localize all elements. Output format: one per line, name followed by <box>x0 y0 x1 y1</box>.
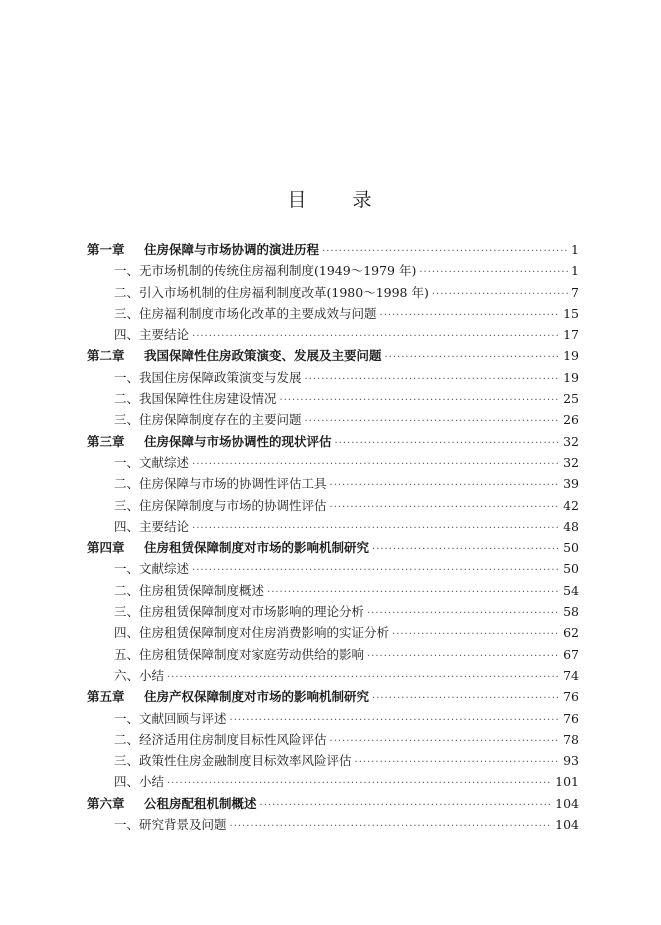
dot-leader <box>385 347 561 368</box>
dot-leader <box>192 560 560 581</box>
toc-section-entry[interactable] <box>87 260 579 281</box>
toc-section-entry[interactable] <box>87 601 579 622</box>
toc-section-entry[interactable] <box>87 558 579 579</box>
page-number: 78 <box>563 731 579 747</box>
page-number: 32 <box>563 454 579 470</box>
page-number: 62 <box>563 625 579 641</box>
dot-leader <box>355 752 561 773</box>
dot-leader <box>322 241 568 262</box>
toc-section-entry[interactable] <box>87 708 579 729</box>
toc-section-entry[interactable] <box>87 622 579 643</box>
toc-section-entry[interactable] <box>87 814 579 835</box>
chapter-number: 第六章 <box>87 795 125 811</box>
section-title: 四、住房租赁保障制度对住房消费影响的实证分析 <box>114 625 390 641</box>
toc-section-entry[interactable] <box>87 473 579 494</box>
section-title: 一、文献综述 <box>114 454 190 470</box>
section-title: 二、我国保障性住房建设情况 <box>114 391 277 407</box>
toc-section-entry[interactable] <box>87 750 579 771</box>
toc-section-entry[interactable] <box>87 388 579 409</box>
page-number: 50 <box>563 540 579 556</box>
section-title: 一、无市场机制的传统住房福利制度(1949～1979 年) <box>114 263 417 279</box>
toc-chapter-entry[interactable] <box>87 793 579 814</box>
page-number: 25 <box>563 391 579 407</box>
dot-leader <box>267 582 560 603</box>
section-title: 三、住房租赁保障制度对市场影响的理论分析 <box>114 604 365 620</box>
toc-list <box>87 239 579 835</box>
page-number: 32 <box>563 433 579 449</box>
chapter-number: 第二章 <box>87 348 125 364</box>
section-title: 一、研究背景及问题 <box>114 817 227 833</box>
dot-leader <box>372 539 560 560</box>
page-number: 58 <box>563 604 579 620</box>
section-title: 六、小结 <box>114 667 165 683</box>
page-number: 39 <box>563 476 579 492</box>
page-number: 101 <box>555 774 579 790</box>
chapter-title: 住房租赁保障制度对市场的影响机制研究 <box>144 540 370 556</box>
chapter-title: 住房保障与市场协调性的现状评估 <box>144 433 332 449</box>
dot-leader <box>280 390 561 411</box>
section-title: 五、住房租赁保障制度对家庭劳动供给的影响 <box>114 646 365 662</box>
section-title: 一、文献回顾与评述 <box>114 710 227 726</box>
page-number: 1 <box>571 242 579 257</box>
toc-section-entry[interactable] <box>87 282 579 303</box>
dot-leader <box>192 326 560 347</box>
chapter-title: 公租房配租机制概述 <box>144 795 257 811</box>
page-number: 7 <box>571 284 579 300</box>
toc-section-entry[interactable] <box>87 644 579 665</box>
dot-leader <box>167 667 560 688</box>
page-number: 67 <box>563 646 579 662</box>
page-number: 76 <box>563 710 579 726</box>
toc-section-entry[interactable] <box>87 303 579 324</box>
section-title: 二、住房保障与市场的协调性评估工具 <box>114 476 327 492</box>
toc-section-entry[interactable] <box>87 516 579 537</box>
page-number: 48 <box>563 518 579 534</box>
dot-leader <box>372 688 560 709</box>
toc-heading <box>0 185 661 212</box>
section-title: 三、政策性住房金融制度目标效率风险评估 <box>114 753 352 769</box>
chapter-number: 第三章 <box>87 433 125 449</box>
section-title: 一、文献综述 <box>114 561 190 577</box>
toc-chapter-entry[interactable] <box>87 345 579 366</box>
dot-leader <box>419 262 568 283</box>
toc-chapter-entry[interactable] <box>87 431 579 452</box>
toc-section-entry[interactable] <box>87 665 579 686</box>
dot-leader <box>167 773 552 794</box>
dot-leader <box>192 454 560 475</box>
page-number: 74 <box>563 667 579 683</box>
dot-leader <box>260 795 553 816</box>
chapter-number: 第四章 <box>87 540 125 556</box>
toc-section-entry[interactable] <box>87 324 579 345</box>
dot-leader <box>305 369 561 390</box>
toc-chapter-entry[interactable] <box>87 686 579 707</box>
chapter-title: 住房产权保障制度对市场的影响机制研究 <box>144 689 370 705</box>
toc-chapter-entry[interactable] <box>87 537 579 558</box>
page-number: 50 <box>563 561 579 577</box>
toc-section-entry[interactable] <box>87 452 579 473</box>
page-number: 104 <box>555 795 579 811</box>
dot-leader <box>230 710 561 731</box>
toc-section-entry[interactable] <box>87 729 579 750</box>
dot-leader <box>392 624 560 645</box>
page-number: 93 <box>563 753 579 769</box>
dot-leader <box>192 518 560 539</box>
section-title: 四、主要结论 <box>114 327 190 343</box>
dot-leader <box>367 646 560 667</box>
section-title: 四、主要结论 <box>114 518 190 534</box>
chapter-title: 我国保障性住房政策演变、发展及主要问题 <box>144 348 382 364</box>
section-title: 三、住房保障制度与市场的协调性评估 <box>114 497 327 513</box>
page-number: 76 <box>563 689 579 705</box>
page-number: 104 <box>555 817 579 833</box>
dot-leader <box>380 305 561 326</box>
page-number: 19 <box>563 369 579 385</box>
chapter-number: 第五章 <box>87 689 125 705</box>
dot-leader <box>432 284 568 305</box>
dot-leader <box>230 816 553 837</box>
toc-heading-char: 目 <box>287 189 309 211</box>
dot-leader <box>305 411 561 432</box>
section-title: 一、我国住房保障政策演变与发展 <box>114 369 302 385</box>
toc-section-entry[interactable] <box>87 495 579 516</box>
page-number: 15 <box>563 305 579 321</box>
page-number: 54 <box>563 582 579 598</box>
toc-section-entry[interactable] <box>87 409 579 430</box>
toc-section-entry[interactable] <box>87 367 579 388</box>
section-title: 二、经济适用住房制度目标性风险评估 <box>114 731 327 747</box>
section-title: 二、引入市场机制的住房福利制度改革(1980～1998 年) <box>114 284 429 300</box>
page-number: 1 <box>571 263 579 279</box>
toc-section-entry[interactable] <box>87 580 579 601</box>
page-number: 17 <box>563 327 579 343</box>
section-title: 二、住房租赁保障制度概述 <box>114 582 265 598</box>
toc-section-entry[interactable] <box>87 771 579 792</box>
dot-leader <box>330 497 561 518</box>
dot-leader <box>330 475 561 496</box>
toc-chapter-entry[interactable] <box>87 239 579 260</box>
dot-leader <box>330 731 561 752</box>
section-title: 四、小结 <box>114 774 165 790</box>
chapter-title: 住房保障与市场协调的演进历程 <box>144 242 320 257</box>
dot-leader <box>335 433 561 454</box>
page-number: 26 <box>563 412 579 428</box>
section-title: 三、住房福利制度市场化改革的主要成效与问题 <box>114 305 377 321</box>
dot-leader <box>367 603 560 624</box>
page-number: 19 <box>563 348 579 364</box>
page-number: 42 <box>563 497 579 513</box>
toc-heading-char: 录 <box>352 189 374 211</box>
section-title: 三、住房保障制度存在的主要问题 <box>114 412 302 428</box>
chapter-number: 第一章 <box>87 242 125 257</box>
